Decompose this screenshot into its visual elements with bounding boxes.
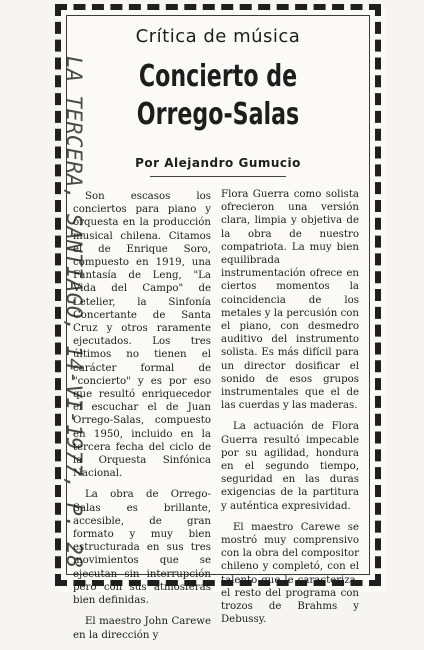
paragraph: La actuación de Flora Guerra resultó impecable por su agilidad, hondura en el segundo tiempo, seguridad en las duras exigencias de la partitura y auténtica expresividad.	[221, 421, 359, 512]
section-kicker: Crítica de música	[135, 26, 301, 47]
handwritten-source-note: LA TERCERA, SANTIAGO, 14-VI-1977, P. 28	[62, 56, 86, 569]
byline-rule	[150, 176, 286, 177]
headline	[93, 58, 342, 134]
paragraph: Son escasos los conciertos para piano y orquesta en la producción musical chilena. Citamos el de Enrique Soro, compuesto en 1919, una Fantasía de Leng, "La Vida del Campo" de Letelier, la Sinfonía Concertante de Santa Cruz y otros raramente ejecutados. Los tres últimos no tienen el carácter formal de "concierto" y es por eso que resultó enriquecedor el escuchar el de Juan Orrego-Salas, compuesto en 1950, incluido en la tercera fecha del ciclo de la Orquesta Sinfónica Nacional.	[73, 191, 211, 480]
paragraph: La obra de Orrego-Salas es brillante, accesible, de gran formato y muy bien estructurada en sus tres movimientos que se ejecutan sin interrupción pero con sus atmósferas bien definidas.	[73, 489, 211, 607]
paragraph: El maestro Carewe se mostró muy comprensivo con la obra del compositor chileno y completó, con el talento que le caracteriza, el resto del programa con trozos de Brahms y Debussy.	[221, 521, 359, 626]
headline-line-1: Concierto de	[138, 59, 298, 94]
headline-line-2: Orrego-Salas	[136, 97, 300, 132]
article-column-right	[221, 188, 359, 635]
paragraph: El maestro John Carewe en la dirección y	[73, 616, 211, 641]
article-column-left	[73, 190, 211, 650]
paragraph: Flora Guerra como solista ofrecieron una versión clara, limpia y objetiva de la obra de nuestro compatriota. La muy bien equilibrada instrumentación ofrece en ciertos momentos la coincidencia de los metales y la percusión con el piano, con desmedro auditivo del instrumento solista. Es más difícil para un director dosificar el sonido de esos grupos instrumentales que el de las cuerdas y las maderas.	[221, 189, 359, 412]
byline: Por Alejandro Gumucio	[135, 156, 301, 170]
